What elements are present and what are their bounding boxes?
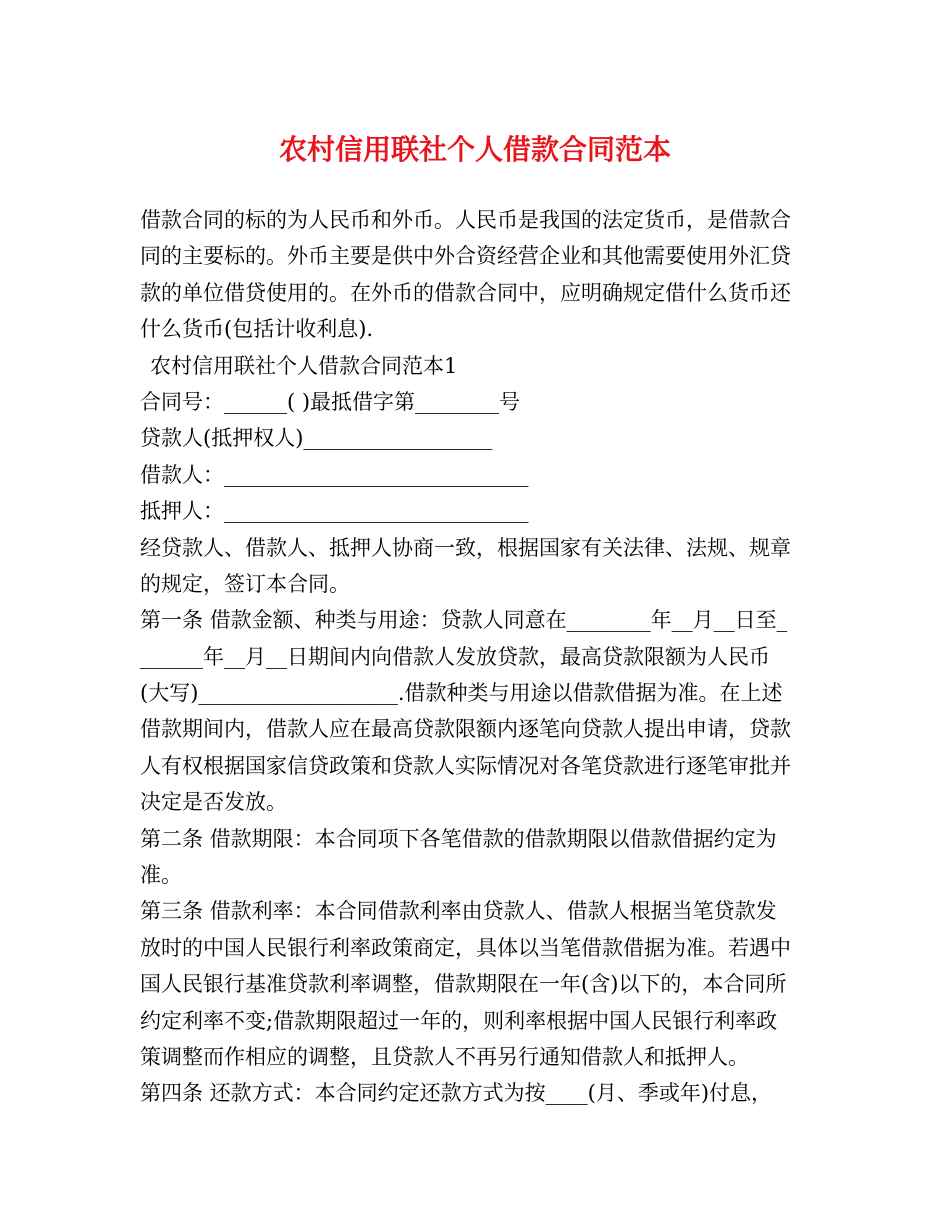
article-3-line: 放时的中国人民银行利率政策商定，具体以当笔借款借据为准。若遇中 — [140, 935, 791, 960]
article-1-line: 决定是否发放。 — [140, 790, 287, 815]
preamble-line: 的规定，签订本合同。 — [140, 571, 350, 596]
article-1-line: 借款期间内，借款人应在最高贷款限额内逐笔向贷款人提出申请，贷款 — [140, 717, 791, 742]
article-2-line: 准。 — [140, 863, 182, 888]
article-3-line: 策调整而作相应的调整，且贷款人不再另行通知借款人和抵押人。 — [140, 1044, 749, 1069]
document-body — [140, 202, 820, 1112]
article-3-line: 国人民银行基准贷款利率调整，借款期限在一年(含)以下的，本合同所 — [140, 972, 787, 997]
contract-subtitle: 农村信用联社个人借款合同范本1 — [150, 353, 458, 378]
article-1-line: (大写)___________________.借款种类与用途以借款借据为准。在上述 — [140, 681, 783, 706]
contract-number-line: 合同号：______( )最抵借字第________号 — [140, 389, 521, 414]
article-3-line: 第三条 借款利率：本合同借款利率由贷款人、借款人根据当笔贷款发 — [140, 899, 777, 924]
article-1-line: ______年__月__日期间内向借款人发放贷款，最高贷款限额为人民币 — [140, 644, 770, 669]
article-1-line: 第一条 借款金额、种类与用途：贷款人同意在________年__月__日至_ — [140, 608, 788, 633]
intro-line: 借款合同的标的为人民币和外币。人民币是我国的法定货币，是借款合 — [140, 208, 791, 232]
intro-line: 什么货币(包括计收利息). — [140, 317, 374, 342]
mortgagor-line: 抵押人：_____________________________ — [140, 499, 529, 524]
intro-line: 款的单位借贷使用的。在外币的借款合同中，应明确规定借什么货币还 — [140, 280, 791, 305]
document-title: 农村信用联社个人借款合同范本 — [278, 133, 671, 166]
borrower-line: 借款人：_____________________________ — [140, 462, 529, 487]
intro-line: 同的主要标的。外币主要是供中外合资经营企业和其他需要使用外汇贷 — [140, 244, 791, 269]
article-4-line: 第四条 还款方式：本合同约定还款方式为按____(月、季或年)付息， — [140, 1081, 773, 1106]
lender-line: 贷款人(抵押权人)__________________ — [140, 426, 493, 451]
article-3-line: 约定利率不变;借款期限超过一年的，则利率根据中国人民银行利率政 — [140, 1008, 778, 1033]
article-1-line: 人有权根据国家信贷政策和贷款人实际情况对各笔贷款进行逐笔审批并 — [140, 753, 791, 778]
preamble-line: 经贷款人、借款人、抵押人协商一致，根据国家有关法律、法规、规章 — [140, 535, 791, 560]
article-2-line: 第二条 借款期限：本合同项下各笔借款的借款期限以借款借据约定为 — [140, 826, 777, 851]
